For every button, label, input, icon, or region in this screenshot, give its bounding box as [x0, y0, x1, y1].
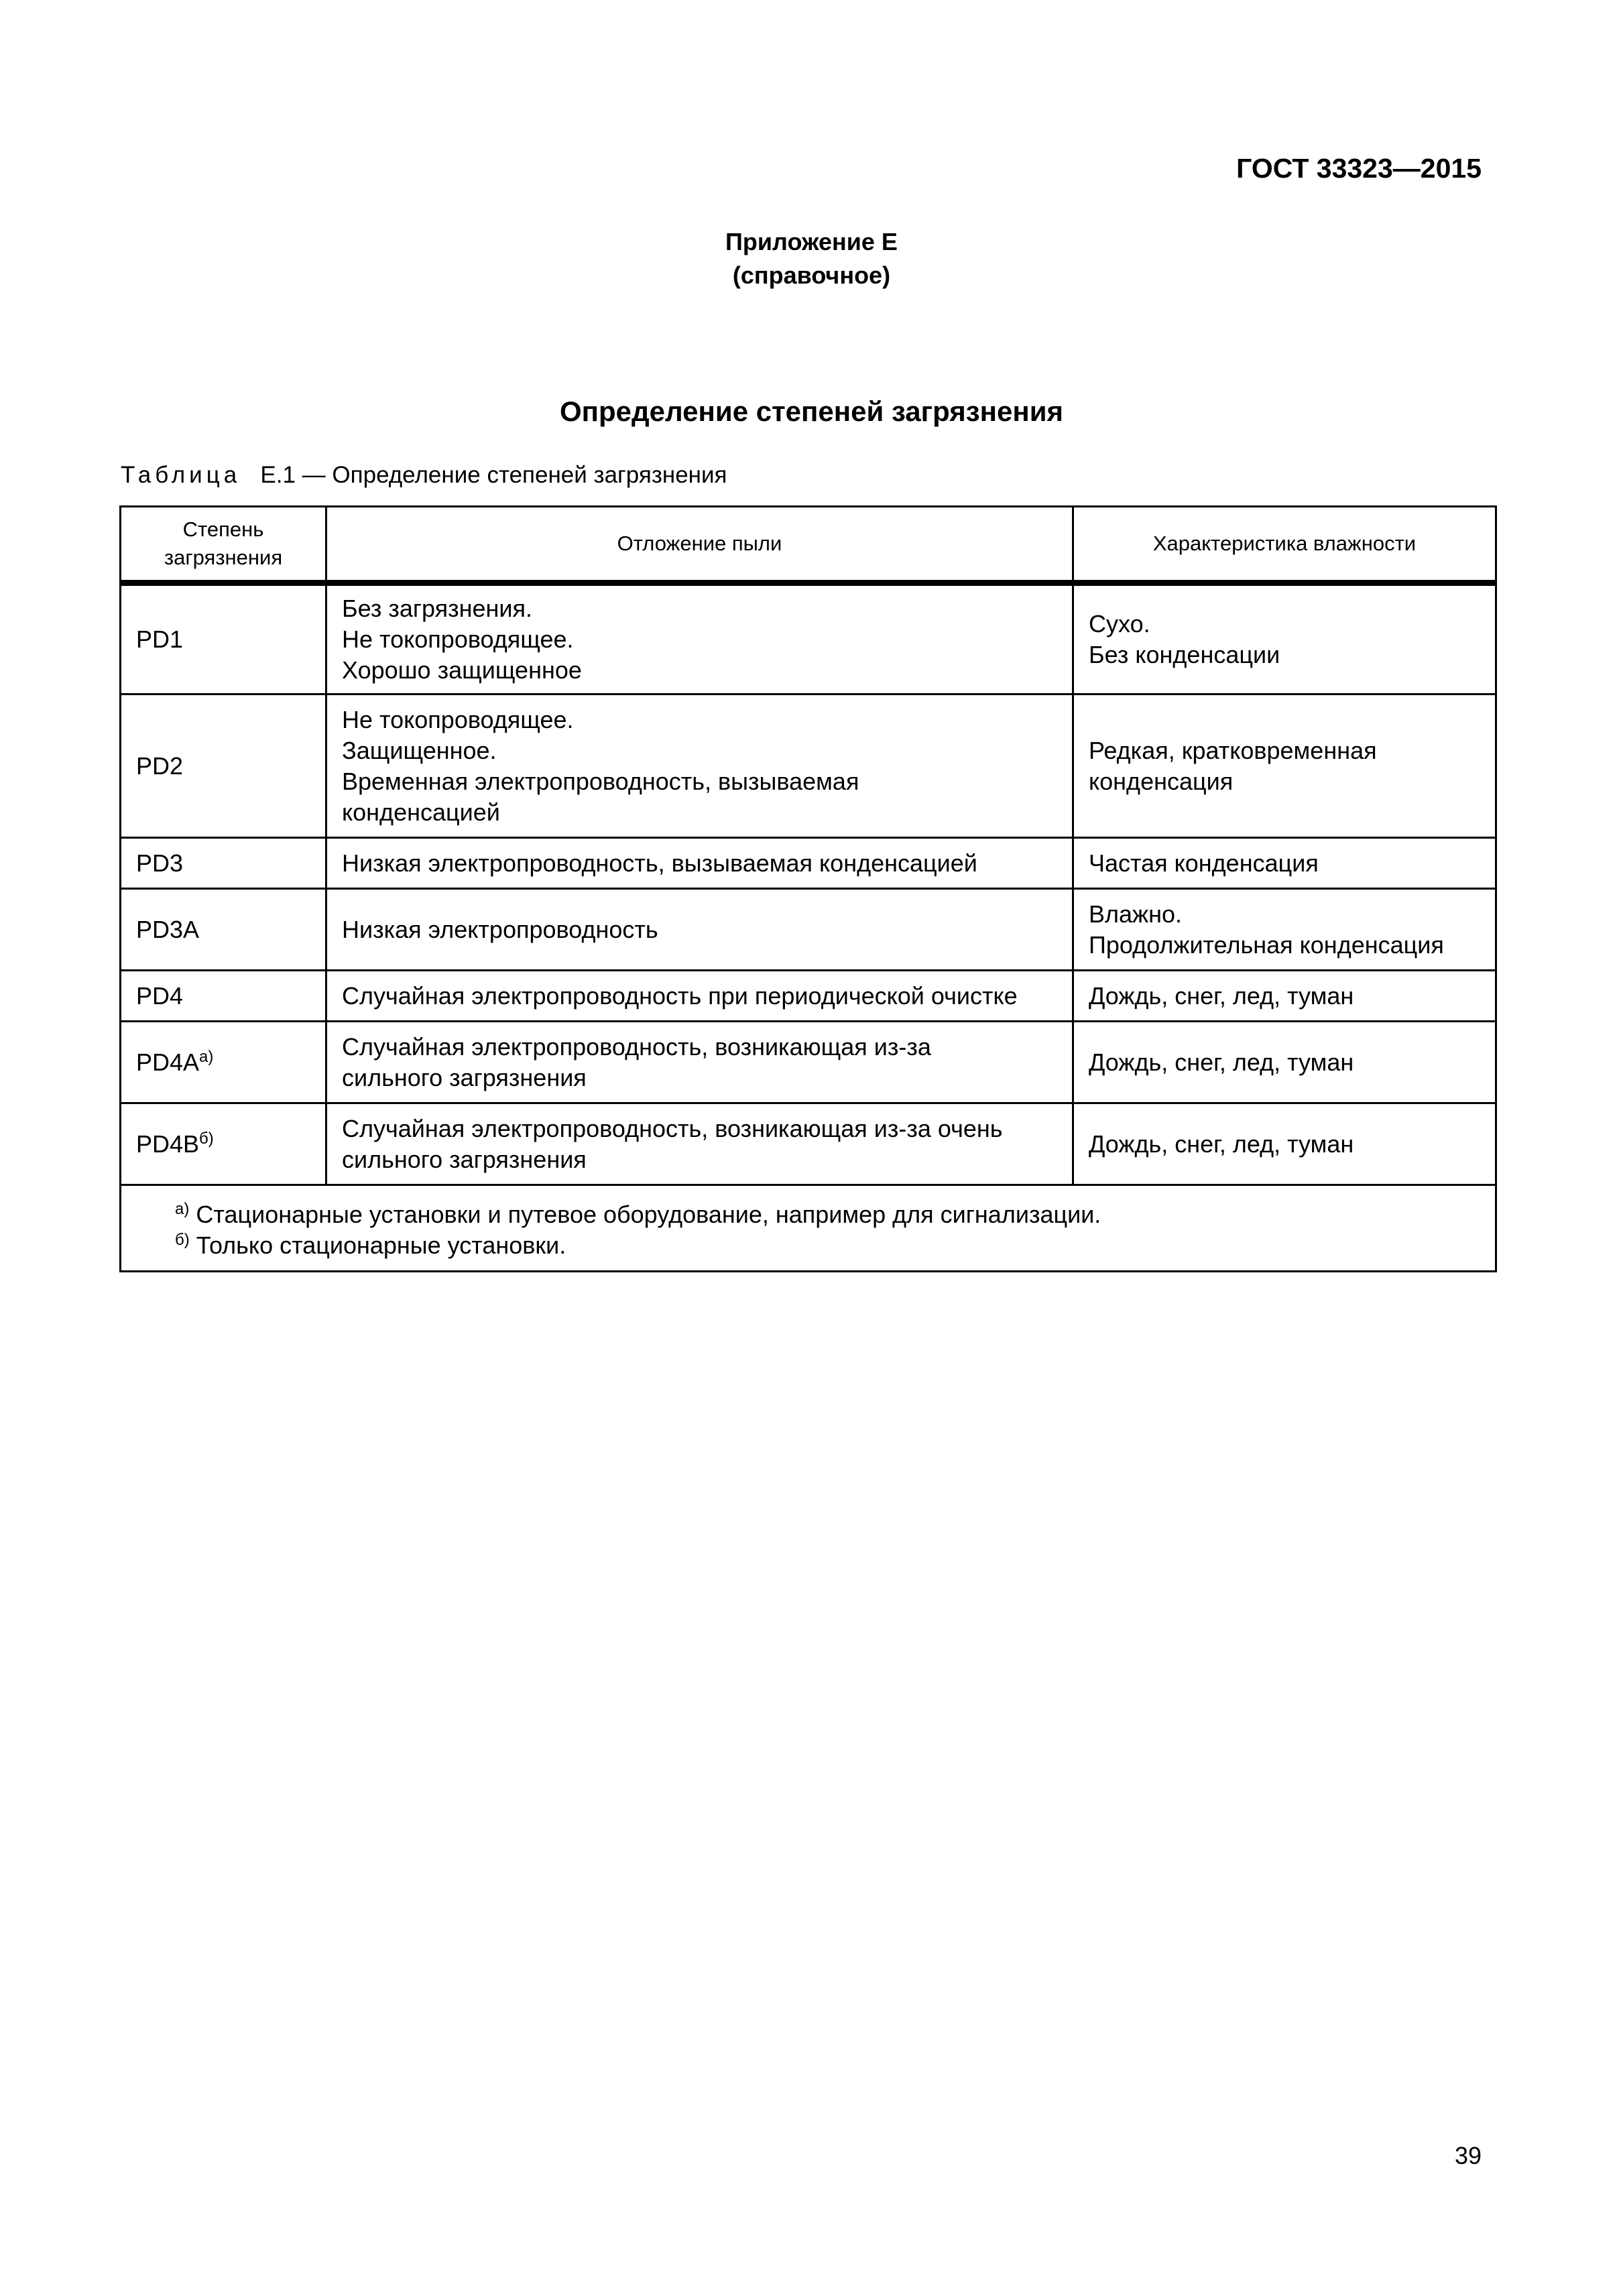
degree-label: PD2: [136, 751, 184, 780]
annex-heading: [0, 225, 1623, 292]
footnote: [175, 1199, 1480, 1230]
table-caption-number: Е.1 —: [260, 462, 326, 488]
degree-label: PD4: [136, 981, 184, 1010]
humidity-cell: Дождь, снег, лед, туман: [1073, 1022, 1496, 1103]
humidity-cell: Влажно. Продолжительная конденсация: [1073, 889, 1496, 971]
dust-cell: Низкая электропроводность, вызываемая конденсацией: [326, 838, 1073, 889]
footnote-mark: а): [175, 1200, 190, 1218]
dust-cell: Случайная электропроводность, возникающая из-за очень сильного загрязнения: [326, 1103, 1073, 1185]
dust-cell: Без загрязнения. Не токопроводящее. Хорошо защищенное: [326, 583, 1073, 694]
humidity-cell: Дождь, снег, лед, туман: [1073, 971, 1496, 1022]
table-row: [121, 838, 1496, 889]
humidity-cell: Сухо. Без конденсации: [1073, 583, 1496, 694]
table-caption-prefix: Таблица: [121, 462, 241, 488]
humidity-cell: Частая конденсация: [1073, 838, 1496, 889]
table-notes: [121, 1185, 1496, 1272]
degree-label: PD1: [136, 625, 184, 653]
dust-cell: Случайная электропроводность, возникающая из-за сильного загрязнения: [326, 1022, 1073, 1103]
column-header-humidity: Характеристика влажности: [1073, 507, 1496, 583]
degree-cell: [121, 971, 326, 1022]
footnote-ref: а): [199, 1047, 214, 1066]
degree-cell: [121, 1103, 326, 1185]
table-caption-title: Определение степеней загрязнения: [332, 462, 727, 488]
column-header-degree: Степень загрязнения: [121, 507, 326, 583]
section-title: Определение степеней загрязнения: [559, 396, 1064, 427]
degree-label: PD4B: [136, 1130, 200, 1158]
table-row: [121, 694, 1496, 838]
degree-cell: [121, 583, 326, 694]
table-row: [121, 583, 1496, 694]
degree-cell: [121, 838, 326, 889]
table-row: [121, 971, 1496, 1022]
footnote-text: Стационарные установки и путевое оборудование, например для сигнализации.: [196, 1201, 1101, 1228]
annex-title: Приложение Е: [725, 228, 898, 255]
dust-cell: Не токопроводящее. Защищенное. Временная электропроводность, вызываемая конденсацией: [326, 694, 1073, 838]
table-row: [121, 1022, 1496, 1103]
dust-cell: Случайная электропроводность при периодической очистке: [326, 971, 1073, 1022]
column-header-dust: Отложение пыли: [326, 507, 1073, 583]
pollution-degree-table: [119, 505, 1497, 1272]
degree-cell: [121, 694, 326, 838]
page-number: 39: [1454, 2142, 1482, 2169]
table-row: [121, 1103, 1496, 1185]
annex-type: (справочное): [732, 261, 891, 289]
humidity-cell: Дождь, снег, лед, туман: [1073, 1103, 1496, 1185]
table-row: [121, 889, 1496, 971]
footnote-mark: б): [175, 1231, 190, 1249]
degree-label: PD3: [136, 849, 184, 877]
degree-label: PD4A: [136, 1048, 200, 1076]
humidity-cell: Редкая, кратковременная конденсация: [1073, 694, 1496, 838]
table-header-row: [121, 507, 1496, 583]
document-code: ГОСТ 33323—2015: [1236, 153, 1482, 184]
footnote-text: Только стационарные установки.: [196, 1231, 566, 1259]
degree-label: PD3A: [136, 915, 200, 943]
degree-cell: [121, 1022, 326, 1103]
footnote-ref: б): [199, 1129, 214, 1148]
degree-cell: [121, 889, 326, 971]
dust-cell: Низкая электропроводность: [326, 889, 1073, 971]
table-notes-row: [121, 1185, 1496, 1272]
footnote: [175, 1230, 1480, 1261]
table-caption: [121, 462, 727, 489]
